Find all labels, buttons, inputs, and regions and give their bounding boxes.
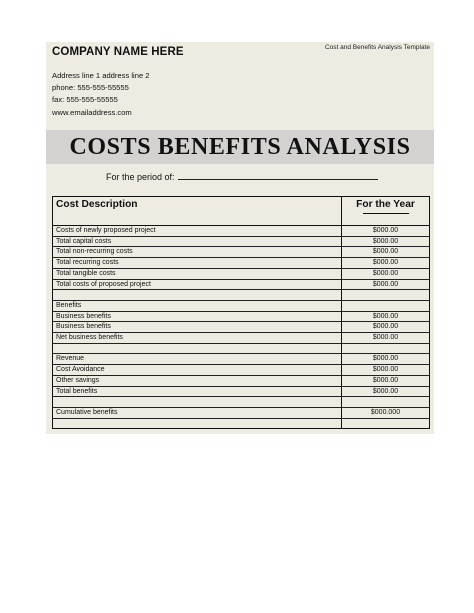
row-value[interactable]: $000.00	[342, 268, 430, 279]
row-description[interactable]: Total benefits	[53, 386, 342, 397]
company-address-block	[52, 70, 150, 119]
fax-line: fax: 555-555-55555	[52, 95, 118, 105]
template-label: Cost and Benefits Analysis Template	[324, 44, 430, 51]
table-body	[53, 226, 430, 429]
table-header-row	[53, 197, 430, 226]
table-row	[53, 279, 430, 290]
row-description[interactable]: Total non-recurring costs	[53, 247, 342, 258]
row-value[interactable]	[342, 300, 430, 311]
row-description[interactable]: Benefits	[53, 300, 342, 311]
table-row	[53, 258, 430, 269]
year-underline	[363, 213, 409, 214]
phone-line: phone: 555-555-55555	[52, 83, 129, 93]
table-row	[53, 354, 430, 365]
table-row	[53, 226, 430, 237]
row-value[interactable]: $000.00	[342, 365, 430, 376]
company-name: COMPANY NAME HERE	[52, 46, 184, 58]
table-row	[53, 407, 430, 418]
row-value[interactable]: $000.000	[342, 407, 430, 418]
table-row	[53, 311, 430, 322]
title-banner	[46, 130, 434, 164]
table-row	[53, 375, 430, 386]
row-value[interactable]: $000.00	[342, 354, 430, 365]
table-row	[53, 236, 430, 247]
row-value[interactable]	[342, 418, 430, 429]
row-value[interactable]: $000.00	[342, 311, 430, 322]
table-row	[53, 247, 430, 258]
row-value[interactable]	[342, 290, 430, 301]
row-description[interactable]	[53, 343, 342, 354]
row-description[interactable]: Total costs of proposed project	[53, 279, 342, 290]
table-row	[53, 386, 430, 397]
row-description[interactable]: Total capital costs	[53, 236, 342, 247]
table-row	[53, 300, 430, 311]
row-value[interactable]: $000.00	[342, 322, 430, 333]
row-description[interactable]	[53, 418, 342, 429]
row-description[interactable]: Costs of newly proposed project	[53, 226, 342, 237]
row-value[interactable]: $000.00	[342, 226, 430, 237]
table-row	[53, 365, 430, 376]
period-label: For the period of:	[106, 172, 175, 182]
row-value[interactable]: $000.00	[342, 236, 430, 247]
row-value[interactable]: $000.00	[342, 375, 430, 386]
row-description[interactable]: Net business benefits	[53, 333, 342, 344]
table-row	[53, 322, 430, 333]
period-row	[106, 170, 378, 182]
row-description[interactable]: Business benefits	[53, 311, 342, 322]
row-description[interactable]	[53, 397, 342, 408]
header-for-the-year: For the Year	[342, 197, 430, 226]
table-row	[53, 397, 430, 408]
table-row	[53, 343, 430, 354]
row-description[interactable]: Cumulative benefits	[53, 407, 342, 418]
table-row	[53, 418, 430, 429]
row-description[interactable]: Cost Avoidance	[53, 365, 342, 376]
table-row	[53, 290, 430, 301]
row-description[interactable]: Other savings	[53, 375, 342, 386]
row-value[interactable]: $000.00	[342, 386, 430, 397]
table-row	[53, 268, 430, 279]
row-description[interactable]	[53, 290, 342, 301]
row-description[interactable]: Business benefits	[53, 322, 342, 333]
address-line: Address line 1 address line 2	[52, 71, 150, 80]
row-value[interactable]: $000.00	[342, 333, 430, 344]
row-description[interactable]: Revenue	[53, 354, 342, 365]
row-value[interactable]: $000.00	[342, 258, 430, 269]
row-description[interactable]: Total tangible costs	[53, 268, 342, 279]
period-blank-line[interactable]	[178, 170, 378, 180]
row-value[interactable]: $000.00	[342, 247, 430, 258]
row-value[interactable]: $000.00	[342, 279, 430, 290]
website-line: www.emailaddress.com	[52, 107, 132, 117]
document-sheet	[46, 42, 434, 434]
document-title: COSTS BENEFITS ANALYSIS	[69, 133, 411, 160]
cost-benefit-table	[52, 196, 430, 429]
row-value[interactable]	[342, 343, 430, 354]
header-cost-description: Cost Description	[53, 197, 342, 226]
table-row	[53, 333, 430, 344]
row-value[interactable]	[342, 397, 430, 408]
row-description[interactable]: Total recurring costs	[53, 258, 342, 269]
